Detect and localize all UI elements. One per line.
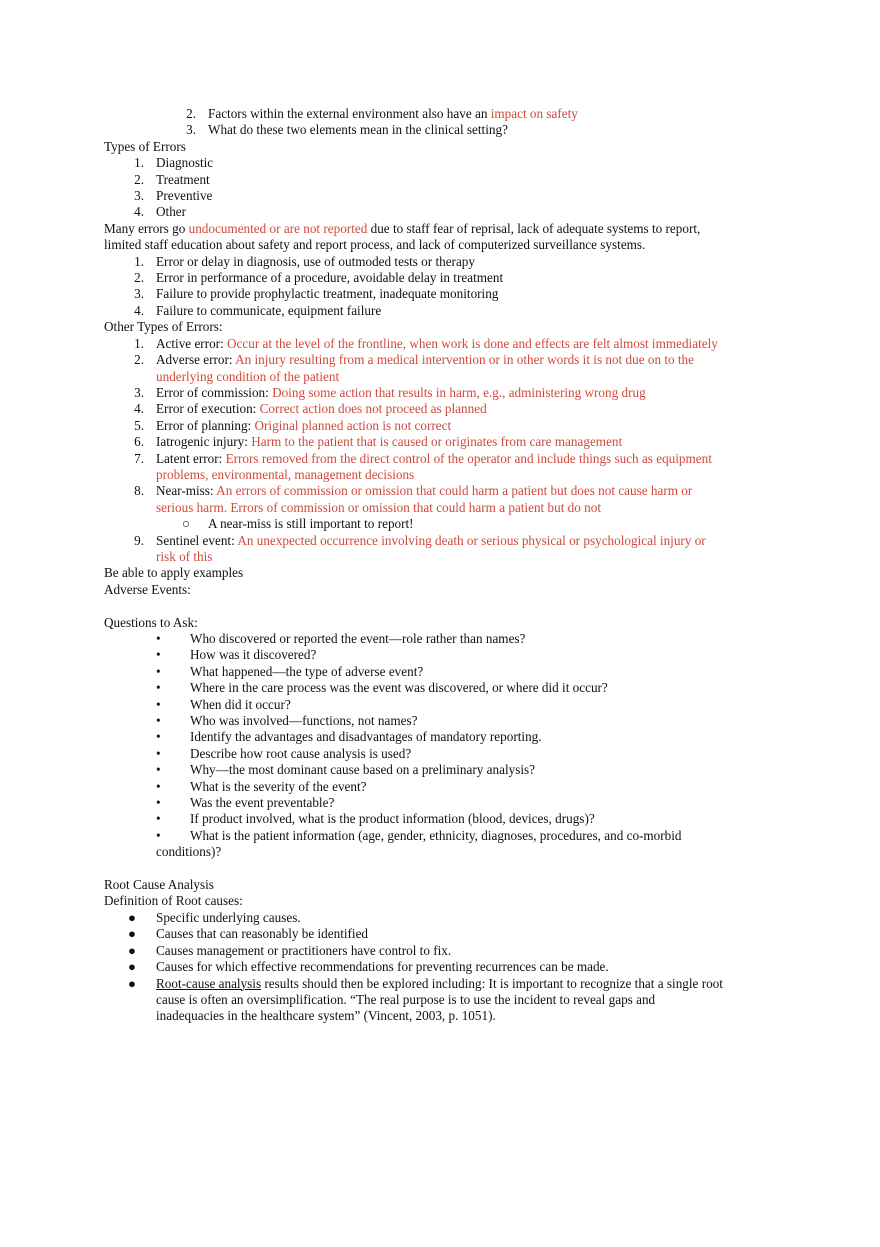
list-item: 4. Other (134, 204, 187, 220)
top-list (104, 106, 784, 139)
bullet-icon: • (156, 778, 161, 794)
list-item: • Where in the care process was the event was discovered, or where did it occur? (156, 680, 608, 696)
list-item: 4. Error of execution: Correct action does not proceed as planned (134, 401, 487, 417)
list-item: • Who was involved—functions, not names? (156, 713, 418, 729)
root-causes-list (104, 910, 784, 976)
list-item: ● Causes management or practitioners have control to fix. (128, 942, 452, 958)
list-item: • Was the event preventable? (156, 795, 335, 811)
other-types-list (104, 336, 784, 566)
list-item: ● Root-cause analysis results should then be explored including: It is important to recognize that a single root cause is often an oversimplification. “The real purpose is to use the incident to reveal gaps and inadequacies in the healthcare system” (Vincent, 2003, p. 1051). (128, 975, 723, 1024)
list-item: • Who discovered or reported the event—role rather than names? (156, 630, 526, 646)
list-item: 2. Treatment (134, 171, 210, 187)
list-item: • Describe how root cause analysis is used? (156, 745, 412, 761)
list-item-continuation: conditions)? (156, 844, 222, 860)
near-miss-subitem: ○ A near-miss is still important to report! (182, 516, 414, 532)
list-item: 2. Adverse error: An injury resulting from a medical intervention or in other words it is not due on to the underlying condition of the patient (134, 352, 695, 384)
error-examples-list (104, 254, 784, 320)
rca-link[interactable]: Root-cause analysis (156, 975, 262, 991)
list-item: 8. Near-miss: An errors of commission or omission that could harm a patient but does not cause harm or serious harm. Errors of commission or omission that could harm a patient but do not (134, 483, 693, 515)
bullet-icon: • (156, 795, 161, 811)
list-item: 6. Iatrogenic injury: Harm to the patient that is caused or originates from care management (134, 434, 623, 450)
types-list (104, 155, 784, 221)
list-item: 3. Error of commission: Doing some action that results in harm, e.g., administering wrong drug (134, 384, 646, 400)
document-page (104, 106, 784, 1025)
list-item: 4. Failure to communicate, equipment failure (134, 302, 382, 318)
list-item: • When did it occur? (156, 696, 291, 712)
list-item: • If product involved, what is the product information (blood, devices, drugs)? (156, 811, 595, 827)
list-item: 1. Diagnostic (134, 155, 214, 171)
bullet-icon: ● (128, 959, 136, 975)
hollow-bullet-icon: ○ (182, 516, 190, 532)
questions-heading: Questions to Ask: (104, 614, 198, 630)
adverse-events-heading: Adverse Events: (104, 581, 191, 597)
bullet-icon: • (156, 647, 161, 663)
bullet-icon: • (156, 729, 161, 745)
list-item: 3. What do these two elements mean in the clinical setting? (186, 122, 508, 138)
many-errors-paragraph: Many errors go undocumented or are not reported due to staff fear of reprisal, lack of adequate systems to report, limited staff education about safety and report process, and lack of computerized surveillance systems. (104, 220, 701, 253)
list-item: • Why—the most dominant cause based on a preliminary analysis? (156, 762, 535, 778)
list-item: 3. Failure to provide prophylactic treatment, inadequate monitoring (134, 286, 499, 302)
list-item: ● Causes that can reasonably be identified (128, 926, 369, 942)
bullet-icon: • (156, 680, 161, 696)
bullet-icon: ● (128, 909, 136, 925)
rca-heading: Root Cause Analysis (104, 877, 214, 893)
bullet-icon: • (156, 663, 161, 679)
list-item: ● Causes for which effective recommendations for preventing recurrences can be made. (128, 959, 609, 975)
bullet-icon: • (156, 630, 161, 646)
questions-list (104, 631, 784, 828)
list-item: 1. Active error: Occur at the level of the frontline, when work is done and effects are felt almost immediately (134, 335, 718, 351)
list-item: • How was it discovered? (156, 647, 317, 663)
list-item: • What happened—the type of adverse event? (156, 663, 424, 679)
list-item: 3. Preventive (134, 188, 213, 204)
list-item: 2. Factors within the external environment also have an impact on safety (186, 106, 578, 121)
list-item: 7. Latent error: Errors removed from the direct control of the operator and include things such as equipment problems, environmental, management decisions (134, 450, 712, 482)
list-item: • What is the severity of the event? (156, 778, 367, 794)
bullet-icon: • (156, 713, 161, 729)
bullet-icon: ● (128, 926, 136, 942)
bullet-icon: • (156, 696, 161, 712)
list-item: 1. Error or delay in diagnosis, use of outmoded tests or therapy (134, 253, 475, 269)
list-item: • What is the patient information (age, gender, ethnicity, diagnoses, procedures, and co-morbid (156, 827, 682, 843)
types-heading: Types of Errors (104, 138, 186, 154)
list-item: 5. Error of planning: Original planned action is not correct (134, 417, 452, 433)
apply-examples: Be able to apply examples (104, 565, 244, 581)
list-item: 2. Error in performance of a procedure, avoidable delay in treatment (134, 270, 504, 286)
bullet-icon: • (156, 811, 161, 827)
rca-definition-heading: Definition of Root causes: (104, 893, 243, 909)
bullet-icon: • (156, 827, 161, 843)
bullet-icon: ● (128, 942, 136, 958)
bullet-icon: ● (128, 975, 136, 991)
list-item: 9. Sentinel event: An unexpected occurrence involving death or serious physical or psychological injury or risk of this (134, 532, 706, 564)
bullet-icon: • (156, 762, 161, 778)
list-item: • Identify the advantages and disadvantages of mandatory reporting. (156, 729, 542, 745)
other-types-heading: Other Types of Errors: (104, 319, 223, 335)
bullet-icon: • (156, 745, 161, 761)
list-item: ● Specific underlying causes. (128, 909, 301, 925)
